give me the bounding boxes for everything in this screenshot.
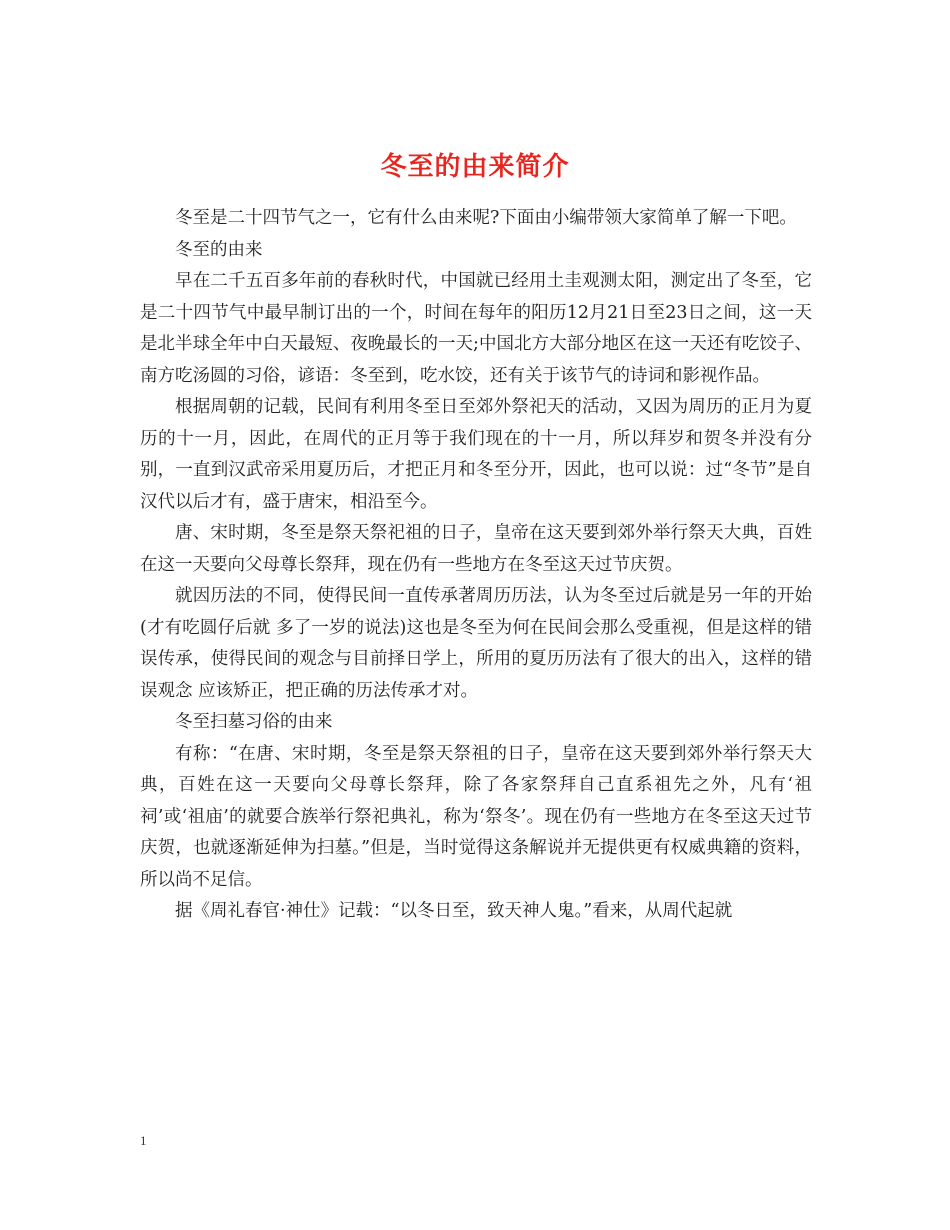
- section-heading-origin: 冬至的由来: [175, 239, 263, 260]
- document-body: [140, 203, 812, 928]
- paragraph-zhou-li: 据《周礼春官·神仕》记载：“以冬日至，致天神人鬼。”看来，从周代起就: [175, 901, 733, 921]
- paragraph-tomb-sweeping: 有称：“在唐、宋时期，冬至是祭天祭祖的日子，皇帝在这天要到郊外举行祭天大典，百姓在这一天要向父母尊长祭拜，除了各家祭拜自己直系祖先之外，凡有‘祖祠’或‘祖庙’的就要合族举行祭祀典礼，称为‘祭冬’。现在仍有一些地方在冬至这天过节庆贺，也就逐渐延伸为扫墓。”但是，当时觉得这条解说并无提供更有权威典籍的资料，所以尚不足信。: [140, 743, 812, 890]
- paragraph-zhou-dynasty: 根据周朝的记载，民间有利用冬至日至郊外祭祀天的活动，又因为周历的正月为夏历的十一月，因此，在周代的正月等于我们现在的十一月，所以拜岁和贺冬并没有分别，一直到汉武帝采用夏历后，才把正月和冬至分开，因此，也可以说：过“冬节”是自汉代以后才有，盛于唐宋，相沿至今。: [140, 397, 812, 512]
- page-number: 1: [140, 1133, 147, 1148]
- paragraph-intro: 冬至是二十四节气之一，它有什么由来呢?下面由小编带领大家简单了解一下吧。: [175, 208, 797, 228]
- section-heading-tomb-sweeping: 冬至扫墓习俗的由来: [175, 712, 333, 732]
- paragraph-calendar: 就因历法的不同，使得民间一直传承著周历历法，认为冬至过后就是另一年的开始(才有吃圆仔后就 多了一岁的说法)这也是冬至为何在民间会那么受重视，但是这样的错误传承，使得民间的观念与目前择日学上，所用的夏历历法有了很大的出入，这样的错误观念 应该矫正，把正确的历法传承才对。: [140, 586, 812, 701]
- paragraph-spring-autumn: 早在二千五百多年前的春秋时代，中国就已经用土圭观测太阳，测定出了冬至，它是二十四节气中最早制订出的一个，时间在每年的阳历12月21日至23日之间，这一天是北半球全年中白天最短、夜晚最长的一天;中国北方大部分地区在这一天还有吃饺子、南方吃汤圆的习俗，谚语：冬至到，吃水饺，还有关于该节气的诗词和影视作品。: [140, 271, 812, 386]
- paragraph-tang-song: 唐、宋时期，冬至是祭天祭祀祖的日子，皇帝在这天要到郊外举行祭天大典，百姓在这一天要向父母尊长祭拜，现在仍有一些地方在冬至这天过节庆贺。: [140, 523, 812, 575]
- document-title: 冬至的由来简介: [380, 152, 570, 183]
